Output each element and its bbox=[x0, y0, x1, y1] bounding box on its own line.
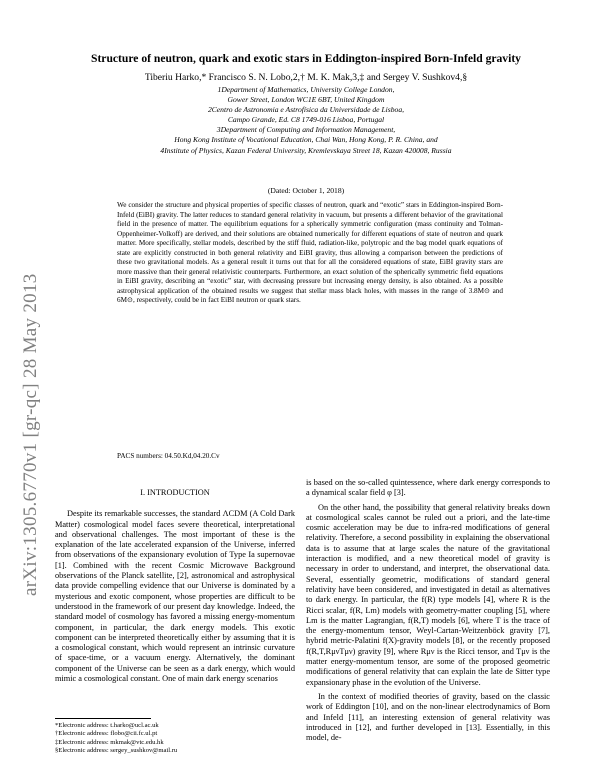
footnote-email: §Electronic address: sergey_sushkov@mail.ru bbox=[55, 747, 178, 755]
footnote-email: *Electronic address: t.harko@ucl.ac.uk bbox=[55, 722, 159, 729]
footnote-divider bbox=[55, 718, 151, 719]
affiliation-line: Hong Kong Institute of Vocational Education, Chai Wan, Hong Kong, P. R. China, and bbox=[174, 135, 438, 145]
date-line: (Dated: October 1, 2018) bbox=[267, 186, 345, 195]
footnote-email: ‡Electronic address: mkmak@vtc.edu.hk bbox=[55, 738, 164, 746]
footnote-email: †Electronic address: flobo@cii.fc.ul.pt bbox=[55, 730, 158, 738]
body-paragraph: In the context of modified theories of gravity, based on the classic work of Eddington [10], and on the non-linear electrodynamics of Born and Infeld [11], an interesting extension of general relativity was introduced in [12], and further developed in [13]. Essentially, in this model, de- bbox=[306, 691, 550, 743]
author-list: Tiberiu Harko,* Francisco S. N. Lobo,2,† M. K. Mak,3,‡ and Sergey V. Sushkov4,§ bbox=[144, 72, 468, 83]
right-column bbox=[306, 478, 550, 743]
affiliation-line: Gower Street, London WC1E 6BT, United Kingdom bbox=[227, 95, 385, 105]
affiliation-list bbox=[40, 85, 572, 156]
paper-title: Structure of neutron, quark and exotic stars in Eddington-inspired Born-Infeld gravity bbox=[91, 52, 521, 65]
affiliation-line: 1Department of Mathematics, University College London, bbox=[217, 85, 395, 94]
affiliation-line: 2Centro de Astronomia e Astrofísica da Universidade de Lisboa, bbox=[207, 105, 405, 115]
body-paragraph: is based on the so-called quintessence, where dark energy corresponds to a dynamical scalar field φ [3]. bbox=[306, 478, 550, 498]
affiliation-line: 3Department of Computing and Information Management, bbox=[216, 125, 396, 135]
body-paragraph: On the other hand, the possibility that general relativity breaks down at cosmological scales cannot be ruled out a priori, and the late-time cosmic acceleration may be due to infra-red modifications of general relativity. Therefore, a second possibility in explaining the observational data is to assume that at large scales the nature of the gravitational interaction is modified, and a new theoretical model of gravity is necessary in order to understand, and interpret, the observational data. Several, essentially geometric, modifications of standard general relativity have been considered, and investigated in detail as alternatives to dark energy. In particular, the f(R) type models [4], where R is the Ricci scalar, f(R, Lm) models with geometry-matter coupling [5], where Lm is the matter Lagrangian, f(R,T) models [6], where T is the trace of the energy-momentum tensor, Weyl-Cartan-Weitzenböck gravity [7], hybrid metric-Palatini f(X)-gravity models [8], or the recently proposed f(R,T,RμνTμν) gravity [9], where Rμν is the Ricci tensor, and Tμν is the matter energy-momentum tensor, are some of the proposed geometric modifications of general relativity that can explain the late de Sitter type expansionary phase in the evolution of the Universe. bbox=[306, 502, 550, 687]
body-paragraph: Despite its remarkable successes, the standard ΛCDM (A Cold Dark Matter) cosmological model faces severe theoretical, interpretational and observational challenges. The most important of these is the explanation of the late accelerated expansion of the Universe, inferred from observations of the expansionary evolution of Type Ia supernovae [1]. Combined with the recent Cosmic Microwave Background observations of the Planck satellite, [2], astronomical and astrophysical data provide compelling evidence that our Universe is dominated by a mysterious and exotic component, whose properties are difficult to be understood in the framework of our present day knowledge. Indeed, the standard model of cosmology has favored a missing energy-momentum component, in particular, the dark energy models. This exotic component can be interpreted theoretically either by assuming that it is a cosmological constant, which would represent an intrinsic curvature of space-time, or a vacuum energy. Alternatively, the dominant component of the Universe can be seen as a dark energy, which would mimic a cosmological constant. One of main dark energy scenarios bbox=[55, 509, 295, 684]
section-heading: I. INTRODUCTION bbox=[140, 488, 210, 497]
footnotes bbox=[55, 722, 295, 756]
affiliation-line: 4Institute of Physics, Kazan Federal University, Kremlevskaya Street 18, Kazan 420008, Russia bbox=[160, 145, 452, 155]
arxiv-identifier: arXiv:1305.6770v1 [gr-qc] 28 May 2013 bbox=[20, 273, 41, 596]
left-column bbox=[55, 488, 295, 684]
affiliation-line: Campo Grande, Ed. C8 1749-016 Lisboa, Portugal bbox=[227, 115, 385, 125]
abstract: We consider the structure and physical properties of specific classes of neutron, quark and “exotic” stars in Eddington-inspired Born-Infeld (EiBI) gravity. The latter reduces to standard general relativity in vacuum, but presents a different behavior of the gravitational field in the presence of matter. The equilibrium equations for a spherically symmetric configuration (mass continuity and Tolman-Oppenheimer-Volkoff) are derived, and their solutions are obtained numerically for different equations of state of neutron and quark matter. More specifically, stellar models, described by the stiff fluid, radiation-like, polytropic and the bag model quark equations of state are explicitly constructed in both general relativity and EiBI gravity, thus allowing a comparison between the predictions of these two gravitational models. As a general result it turns out that for all the considered equations of state, EiBI gravity stars are more massive than their general relativistic counterparts. Furthermore, an exact solution of the spherically symmetric field equations in EiBI gravity, describing an “exotic” star, with decreasing pressure but increasing energy density, is also obtained. As a possible astrophysical application of the obtained results we suggest that stellar mass black holes, with masses in the range of 3.8M⊙ and 6M⊙, respectively, could be in fact EiBI neutron or quark stars. bbox=[117, 201, 503, 304]
pacs-numbers: PACS numbers: 04.50.Kd,04.20.Cv bbox=[117, 452, 220, 460]
